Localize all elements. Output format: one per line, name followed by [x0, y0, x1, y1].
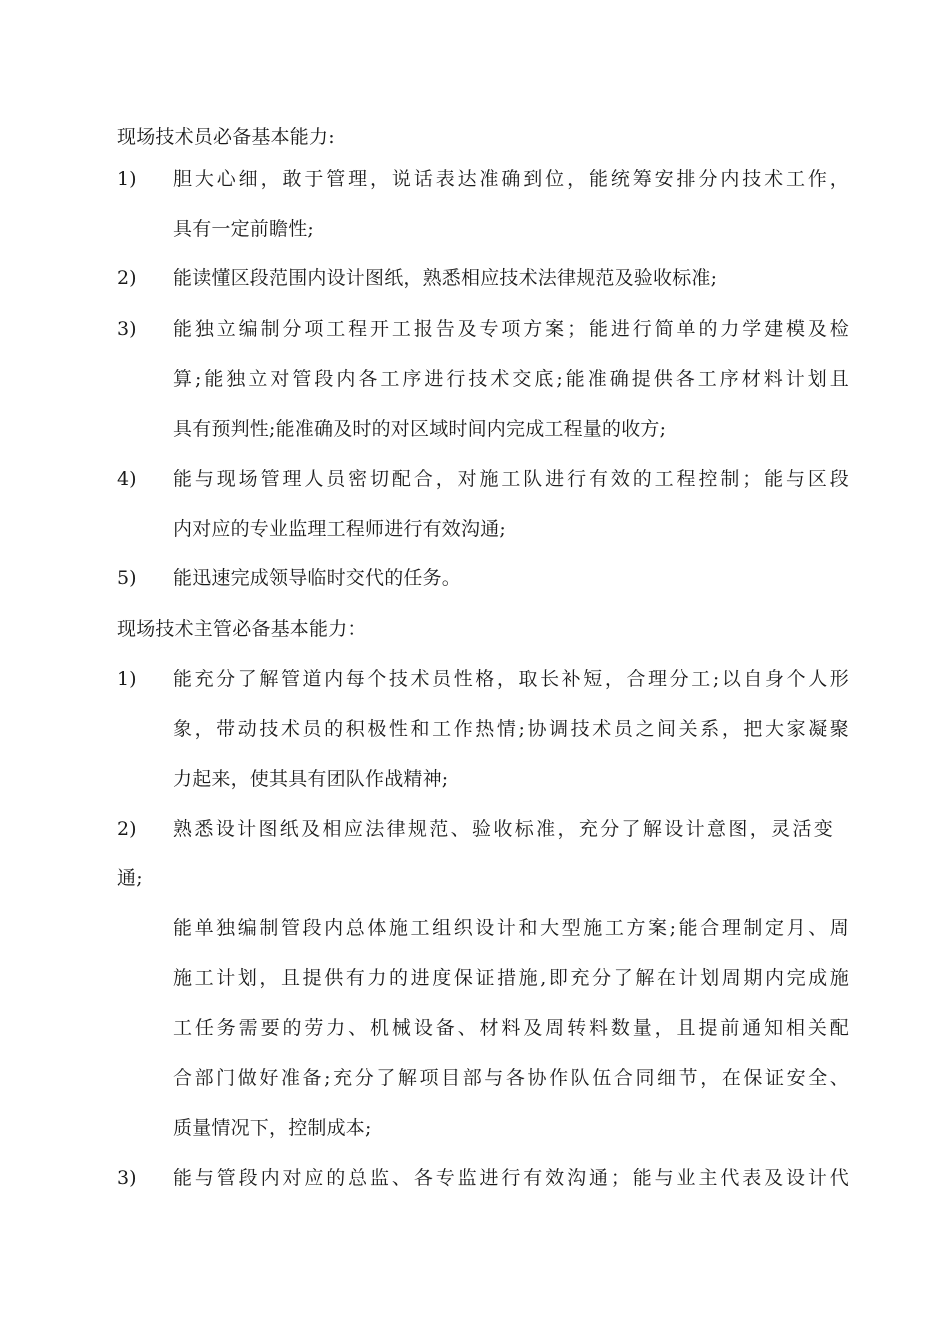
list-item-line: 能迅速完成领导临时交代的任务。: [173, 567, 462, 589]
list-item-line: 能读懂区段范围内设计图纸，熟悉相应技术法律规范及验收标准;: [173, 267, 718, 289]
list-item-line: 能与现场管理人员密切配合，对施工队进行有效的工程控制；能与区段: [173, 468, 849, 490]
list-number: 1): [117, 668, 137, 690]
list-item-line: 合部门做好准备;充分了解项目部与各协作队伍合同细节，在保证安全、: [173, 1067, 849, 1089]
list-item-line: 力起来，使其具有团队作战精神;: [173, 768, 449, 790]
list-item-line: 施工计划，且提供有力的进度保证措施,即充分了解在计划周期内完成施: [173, 967, 849, 989]
list-item-wrap-line: 通;: [117, 867, 143, 889]
list-number: 5): [117, 567, 137, 589]
list-number: 3): [117, 1167, 137, 1189]
list-item-line: 具有预判性;能准确及时的对区域时间内完成工程量的收方;: [173, 418, 667, 440]
list-number: 2): [117, 818, 137, 840]
list-number: 2): [117, 267, 137, 289]
list-item-line: 能独立编制分项工程开工报告及专项方案；能进行简单的力学建模及检: [173, 318, 849, 340]
section-heading: 现场技术员必备基本能力:: [117, 126, 335, 148]
list-item-line: 能单独编制管段内总体施工组织设计和大型施工方案;能合理制定月、周: [173, 917, 849, 939]
list-number: 4): [117, 468, 137, 490]
list-item-line: 象，带动技术员的积极性和工作热情;协调技术员之间关系，把大家凝聚: [173, 718, 849, 740]
list-item-line: 具有一定前瞻性;: [173, 218, 315, 240]
section-heading: 现场技术主管必备基本能力：: [117, 618, 367, 640]
list-item-line: 工任务需要的劳力、机械设备、材料及周转料数量，且提前通知相关配: [173, 1017, 849, 1039]
list-item-line: 熟悉设计图纸及相应法律规范、验收标准，充分了解设计意图，灵活变: [173, 818, 833, 840]
list-item-line: 能与管段内对应的总监、各专监进行有效沟通；能与业主代表及设计代: [173, 1167, 849, 1189]
list-item-line: 能充分了解管道内每个技术员性格，取长补短，合理分工;以自身个人形: [173, 668, 849, 690]
list-item-line: 质量情况下，控制成本;: [173, 1117, 372, 1139]
list-number: 1): [117, 168, 137, 190]
list-item-line: 算;能独立对管段内各工序进行技术交底;能准确提供各工序材料计划且: [173, 368, 849, 390]
list-item-line: 胆大心细，敢于管理，说话表达准确到位，能统筹安排分内技术工作，: [173, 168, 849, 190]
list-number: 3): [117, 318, 137, 340]
list-item-line: 内对应的专业监理工程师进行有效沟通;: [173, 518, 507, 540]
